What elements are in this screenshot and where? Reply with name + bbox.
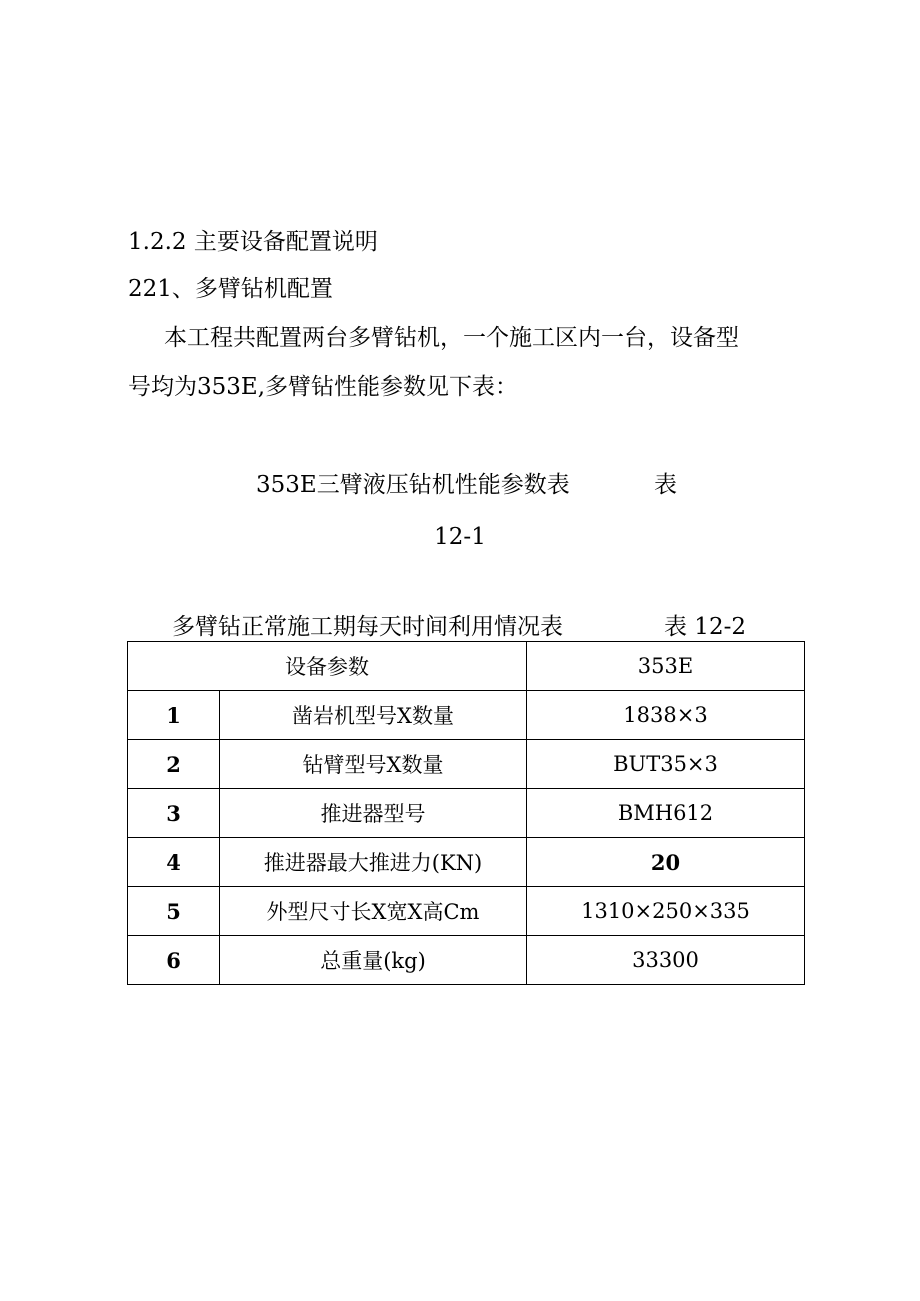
table-row: [128, 789, 805, 838]
table-caption-1-number: 12-1: [434, 524, 486, 550]
paragraph-line-1: 本工程共配置两台多臂钻机，一个施工区内一台，设备型: [164, 325, 739, 351]
row-parameter: 总重量(kg): [220, 936, 527, 985]
subsection-heading: 221、多臂钻机配置: [128, 276, 333, 302]
header-cell-parameter: 设备参数: [128, 642, 527, 691]
section-heading: 1.2.2 主要设备配置说明: [128, 229, 378, 255]
row-value: 1310×250×335: [527, 887, 805, 936]
row-parameter: 凿岩机型号X数量: [220, 691, 527, 740]
table-caption-2-label: 表 12-2: [664, 614, 746, 640]
table-row: [128, 887, 805, 936]
row-parameter: 推进器型号: [220, 789, 527, 838]
table-row: [128, 838, 805, 887]
table-header-row: [128, 642, 805, 691]
row-parameter: 钻臂型号X数量: [220, 740, 527, 789]
table-row: [128, 936, 805, 985]
table-caption-2-title: 多臂钻正常施工期每天时间利用情况表: [172, 614, 563, 640]
table-row: [128, 740, 805, 789]
table-row: [128, 691, 805, 740]
row-number: 2: [128, 740, 220, 789]
paragraph-line-2: 号均为353E,多臂钻性能参数见下表：: [128, 374, 519, 400]
row-value: BUT35×3: [527, 740, 805, 789]
row-number: 4: [128, 838, 220, 887]
row-value: 1838×3: [527, 691, 805, 740]
header-cell-model: 353E: [527, 642, 805, 691]
row-number: 3: [128, 789, 220, 838]
row-value: 33300: [527, 936, 805, 985]
row-number: 5: [128, 887, 220, 936]
row-value: 20: [527, 838, 805, 887]
table-caption-1-label: 表: [654, 472, 677, 498]
row-number: 6: [128, 936, 220, 985]
row-number: 1: [128, 691, 220, 740]
row-value: BMH612: [527, 789, 805, 838]
parameter-table: [127, 641, 805, 985]
row-parameter: 推进器最大推进力(KN): [220, 838, 527, 887]
row-parameter: 外型尺寸长X宽X高Cm: [220, 887, 527, 936]
table-caption-1-title: 353E三臂液压钻机性能参数表: [256, 472, 570, 498]
